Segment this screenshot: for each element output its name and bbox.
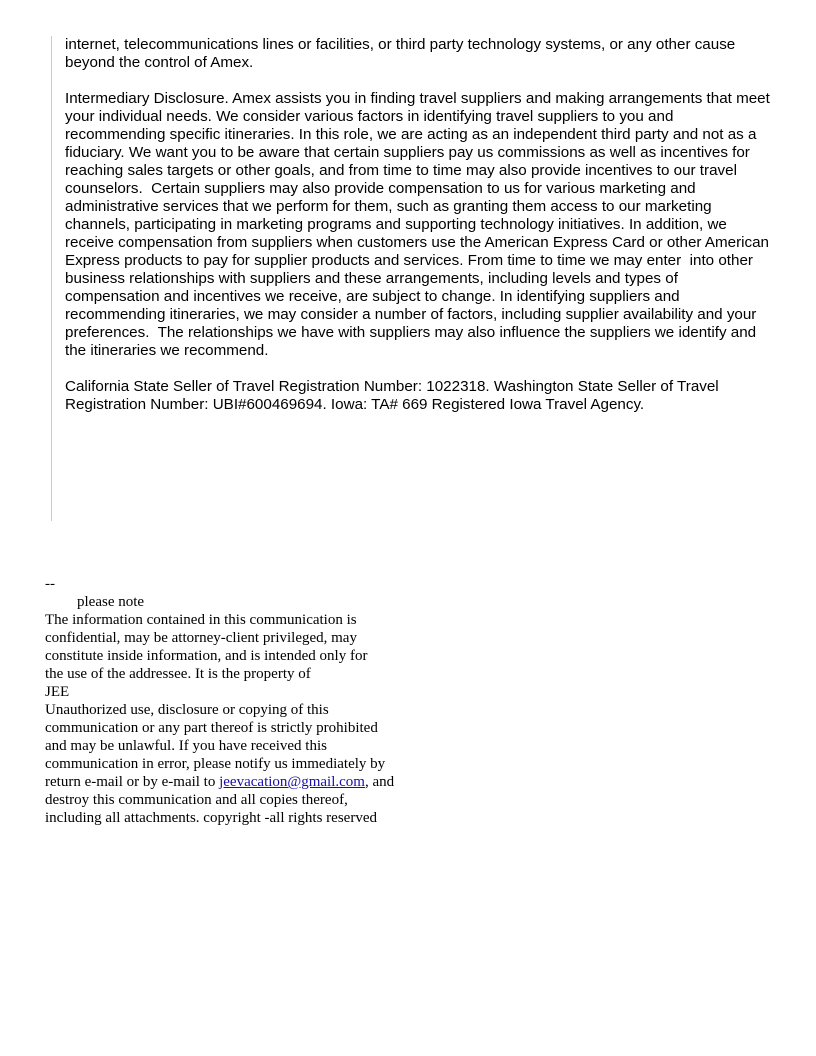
email-link[interactable]: jeevacation@gmail.com: [219, 774, 365, 790]
signature-line: The information contained in this communication is: [45, 612, 357, 628]
email-signature: [45, 575, 445, 827]
quoted-paragraph-liability: internet, telecommunications lines or facilities, or third party technology systems, or any other cause beyond the control of Amex.: [65, 36, 740, 71]
signature-line: communication or any part thereof is strictly prohibited: [45, 720, 378, 736]
signature-line: JEE: [45, 684, 70, 700]
signature-heading: please note: [77, 594, 145, 610]
signature-line: destroy this communication and all copies thereof,: [45, 792, 348, 808]
signature-line: the use of the addressee. It is the property of: [45, 666, 311, 682]
signature-separator: --: [45, 576, 55, 592]
signature-email-prefix: return e-mail or by e-mail to: [45, 774, 220, 790]
signature-line: Unauthorized use, disclosure or copying of this: [45, 702, 329, 718]
quoted-paragraph-intermediary-disclosure: Intermediary Disclosure. Amex assists you in finding travel suppliers and making arrangements that meet your individual needs. We consider various factors in identifying travel suppliers to you and recommending specific itineraries. In this role, we are acting as an independent third party and not as a fiduciary. We want you to be aware that certain suppliers pay us commissions as well as incentives for reaching sales targets or other goals, and from time to time may also provide incentives to our travel counselors. Certain suppliers may also provide compensation to us for various marketing and administrative services that we perform for them, such as granting them access to our marketing channels, participating in marketing programs and supporting technology initiatives. In addition, we receive compensation from suppliers when customers use the American Express Card or other American Express products to pay for supplier products and services. From time to time we may enter into other business relationships with suppliers and these arrangements, including levels and types of compensation and incentives we receive, are subject to change. In identifying suppliers and recommending itineraries, we may consider a number of factors, including supplier availability and your preferences. The relationships we have with suppliers may also influence the suppliers we identify and the itineraries we recommend.: [65, 90, 775, 359]
signature-email-line: [45, 773, 445, 791]
signature-line: including all attachments. copyright -all rights reserved: [45, 810, 377, 826]
signature-line: communication in error, please notify us immediately by: [45, 756, 386, 772]
quoted-message: [51, 36, 775, 521]
signature-email-suffix: , and: [364, 774, 395, 790]
quoted-paragraph-registration: California State Seller of Travel Registration Number: 1022318. Washington State Seller of Travel Registration Number: UBI#600469694. Iowa: TA# 669 Registered Iowa Travel Agency.: [65, 378, 723, 413]
signature-line: constitute inside information, and is intended only for: [45, 648, 368, 664]
signature-line: confidential, may be attorney-client privileged, may: [45, 630, 357, 646]
signature-line: and may be unlawful. If you have received this: [45, 738, 327, 754]
quoted-message-body: [65, 36, 775, 414]
